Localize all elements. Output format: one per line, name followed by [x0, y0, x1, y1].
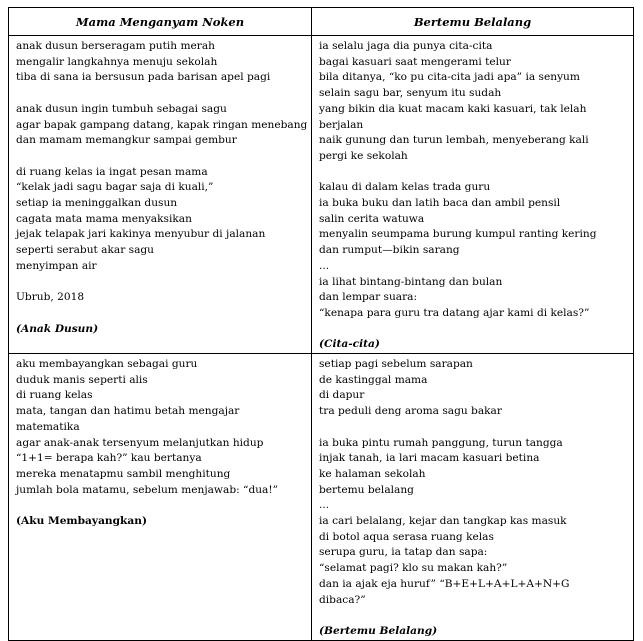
poem-line: duduk manis seperti alis: [16, 373, 148, 386]
poem-line: menyalin seumpama burung kumpul ranting kering: [319, 228, 597, 241]
poem-date: Ubrub, 2018: [16, 291, 85, 304]
header-left: Mama Menganyam Noken: [9, 8, 312, 36]
poem-line: salin cerita watuwa: [319, 212, 425, 225]
poem-line: agar bapak gampang datang, kapak ringan menebang: [16, 118, 308, 131]
poem-title: (Cita-cita): [319, 338, 380, 351]
poem-line: yang bikin dia kuat macam kaki kasuari, tak lelah: [319, 102, 587, 115]
poem-line: bila ditanya, “ko pu cita-cita jadi apa” ia senyum: [319, 71, 580, 84]
poem-line: ...: [319, 259, 330, 272]
poem-line: jumlah bola matamu, sebelum menjawab: “dua!”: [16, 483, 279, 496]
poem-line: ...: [319, 499, 330, 512]
poem-line: menyimpan air: [16, 259, 97, 272]
poem-line: dan ia ajak eja huruf” “B+E+L+A+L+A+N+G: [319, 577, 570, 590]
stanza-gap: [319, 322, 627, 338]
poem-line: selain sagu bar, senyum itu sudah: [319, 87, 502, 100]
poem-line: anak dusun berseragam putih merah: [16, 40, 215, 52]
cell-aku-membayangkan: [9, 354, 312, 641]
poem-line: ia selalu jaga dia punya cita-cita: [319, 40, 493, 52]
stanza-gap: [16, 306, 305, 322]
poem-title: (Bertemu Belalang): [319, 624, 438, 637]
poem-line: dan lempar suara:: [319, 291, 418, 304]
stanza-gap: [16, 149, 305, 165]
poem-line: ia lihat bintang-bintang dan bulan: [319, 275, 503, 288]
stanza-gap: [16, 498, 305, 514]
header-row: [9, 8, 634, 36]
poem-line: jejak telapak jari kakinya menyubur di jalanan: [16, 228, 266, 241]
poem-line: di ruang kelas: [16, 389, 93, 402]
cell-bertemu-belalang: [312, 354, 634, 641]
poem-line: “1+1= berapa kah?” kau bertanya: [16, 452, 202, 465]
poem-table: [8, 7, 634, 641]
stanza-gap: [16, 86, 305, 102]
poem-line: mengalir langkahnya menuju sekolah: [16, 55, 218, 68]
poem-line: ia buka pintu rumah panggung, turun tangga: [319, 436, 563, 449]
poem-line: dan mamam memangkur sampai gembur: [16, 134, 237, 147]
poem-line: mereka menatapmu sambil menghitung: [16, 467, 231, 480]
stanza-gap: [319, 165, 627, 181]
poem-line: naik gunung dan turun lembah, menyeberang kali: [319, 134, 589, 147]
poem-anak-dusun: [9, 36, 311, 337]
poem-line: tiba di sana ia bersusun pada barisan apel pagi: [16, 71, 271, 84]
poem-line: aku membayangkan sebagai guru: [16, 358, 198, 371]
poem-line: “kelak jadi sagu bagar saja di kuali,”: [16, 181, 214, 194]
poem-line: bertemu belalang: [319, 483, 414, 496]
poem-line: “selamat pagi? klo su makan kah?”: [319, 562, 508, 575]
header-right: Bertemu Belalang: [312, 8, 634, 36]
poem-line: setiap ia meninggalkan dusun: [16, 197, 178, 209]
poem-line: kalau di dalam kelas trada guru: [319, 181, 491, 194]
poem-line: dan rumput—bikin sarang: [319, 244, 460, 257]
poem-line: cagata mata mama menyaksikan: [16, 212, 192, 225]
stanza-gap: [16, 275, 305, 291]
cell-anak-dusun: [9, 36, 312, 354]
poem-line: berjalan: [319, 118, 364, 131]
poem-title: (Aku Membayangkan): [16, 515, 147, 528]
poem-bertemu-belalang: [312, 354, 633, 640]
poem-line: ke halaman sekolah: [319, 467, 426, 480]
poem-line: ia cari belalang, kejar dan tangkap kas masuk: [319, 515, 567, 528]
poem-line: dibaca?”: [319, 593, 366, 606]
poem-line: di dapur: [319, 389, 365, 402]
poem-line: ia buka buku dan latih baca dan ambil pensil: [319, 197, 561, 210]
stanza-gap: [319, 608, 627, 624]
poem-line: di botol aqua serasa ruang kelas: [319, 530, 494, 543]
poem-line: “kenapa para guru tra datang ajar kami di kelas?”: [319, 306, 590, 319]
poem-line: agar anak-anak tersenyum melanjutkan hidup: [16, 436, 264, 449]
poem-title: (Anak Dusun): [16, 322, 99, 335]
table-row: [9, 354, 634, 641]
poem-line: pergi ke sekolah: [319, 149, 408, 162]
poem-aku-membayangkan: [9, 354, 311, 530]
poem-line: de kastinggal mama: [319, 373, 428, 386]
poem-line: injak tanah, ia lari macam kasuari betina: [319, 452, 540, 465]
poem-line: serupa guru, ia tatap dan sapa:: [319, 546, 488, 559]
stanza-gap: [319, 420, 627, 436]
poem-line: mata, tangan dan hatimu betah mengajar: [16, 405, 240, 418]
cell-cita-cita: [312, 36, 634, 354]
poem-line: bagai kasuari saat mengerami telur: [319, 55, 511, 68]
table-row: [9, 36, 634, 354]
poem-cita-cita: [312, 36, 633, 353]
poem-line: di ruang kelas ia ingat pesan mama: [16, 165, 208, 178]
poem-line: seperti serabut akar sagu: [16, 244, 154, 257]
poem-line: anak dusun ingin tumbuh sebagai sagu: [16, 102, 227, 115]
poem-line: tra peduli deng aroma sagu bakar: [319, 405, 502, 418]
poem-line: setiap pagi sebelum sarapan: [319, 358, 473, 371]
poem-line: matematika: [16, 420, 80, 433]
